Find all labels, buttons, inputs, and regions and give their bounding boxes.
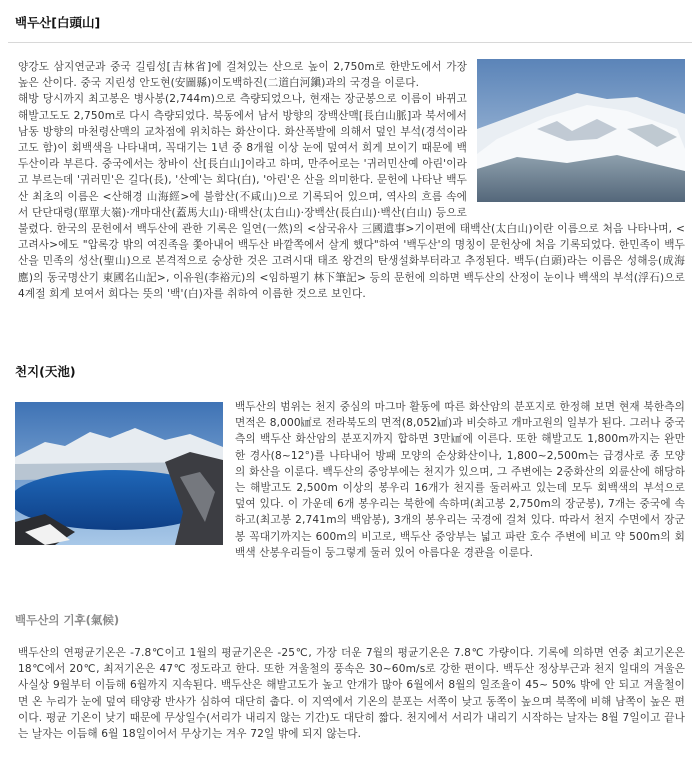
crater-lake-photo	[15, 402, 223, 545]
cheonji-paragraph: 백두산의 범위는 천지 중심의 마그마 활동에 따른 화산암의 분포지로 한정해 보면 현재 북한측의 면적은 8,000㎢로 전라북도의 면적(8,052㎢)과 비슷하고 개마고원의 일부가 된다. 그러나 중국측의 백두산 화산암의 분포지까지 합하면 3만㎢에 이른다. 또한 해발고도 1,800m까지는 완만한 경사(8~12°)를 나타내어 방패 모양의 순상화산이나, 1,800~2,500m는 급경사로 종 모양의 화산을 이룬다. 백두산의 중앙부에는 천지가 있으며, 그 주변에는 2중화산의 외륜산에 해당하는 해발고도 2,500m 이상의 봉우리 16개가 천지를 둘러싸고 있는데 모두 회백색의 부석으로 덮여 있다. 이 가운데 6개 봉우리는 북한에 속하며(최고봉 2,750m의 장군봉), 7개는 중국에 속하고(최고봉 2,741m의 백암봉), 3개의 봉우리는 국경에 걸쳐 있다. 따라서 천지 수면에서 장군봉 꼭대기까지는 600m의 비고로, 백두산 중앙부는 넓고 파란 호수 주변에 비고 약 500m의 회백색 산봉우리들이 둥그렇게 둘러 있어 아름다운 경관을 이룬다.	[235, 401, 685, 559]
section-cheonji	[0, 362, 700, 561]
baekdusan-history-paragraph: 해방 당시까지 최고봉은 병사봉(2,744m)으로 측량되었으나, 현재는 장군봉으로 이름이 바뀌고 해발고도도 2,750m로 다시 측량되었다. 북동에서 남서 방향의 장백산맥[長白山脈]과 북서에서 남동 방향의 마천령산맥의 교차점에 위치하는 화산이다. 화산폭발에 의해서 덮인 부석(경석이라고도 함)이 회백색을 나타내며, 꼭대기는 1년 중 8개월 이상 눈에 덮여서 희게 보이기 때문에 백두산이라 부른다. 중국에서는 창바이 산[長白山]이라고 하며, 만주어로는 '귀러민산예 아린'이라고 부르는데 '귀러민'은 길다(長), '산예'는 희다(白), '아린'은 산을 의미한다. 문헌에 나타난 백두산 최초의 이름은 <산해경 山海經>에 불함산(不咸山)으로 기록되어 있으며, 역사의 흐름 속에서 단단대령(單單大嶺)·개마대산(蓋馬大山)·태백산(太白山)·장백산(長白山)·백산(白山) 등으로 불렸다. 한국의 문헌에서 백두산에 관한 기록은 일연(一然)의 <삼국유사 三國遺事>기이편에 태백산(太白山)이란 이름으로 처음 나타나며, <고려사>에도 "압록강 밖의 여진족을 쫓아내어 백두산 바깥쪽에서 살게 했다"하여 '백두산'의 명칭이 문헌상에 처음 기록되었다. 한민족이 백두산을 민족의 성산(聖山)으로 본격적으로 숭상한 것은 고려시대 태조 왕건의 탄생설화부터라고 추정된다. 백두(白頭)라는 이름은 성해응(成海應)의 동국명산기 東國名山記>, 이유원(李裕元)의 <임하필기 林下筆記> 등의 문헌에 의하면 백두산의 산정이 눈이나 백색의 부석(浮石)으로 4계절 희게 보여서 희다는 뜻의 '백'(白)자를 취하여 이름한 것으로 보인다.	[18, 93, 685, 300]
climate-paragraph: 백두산의 연평균기온은 -7.8℃이고 1월의 평균기온은 -25℃, 가장 더운 7월의 평균기온은 7.8℃ 가량이다. 기록에 의하면 연중 최고기온은 18℃에서 20℃, 최저기온은 47℃ 정도라고 한다. 또한 겨울철의 풍속은 30~60m/s로 강한 편이다. 백두산 정상부근과 천지 일대의 겨울은 사실상 9월부터 이듬해 6월까지 지속된다. 백두산은 해발고도가 높고 안개가 많아 6월에서 8월의 일조율이 45~ 50% 밖에 안 되고 겨울철이면 온 누리가 눈에 덮여 태양광 반사가 심하여 대단히 춥다. 이 지역에서 기온의 분포는 서쪽이 낮고 동쪽이 높으며 북쪽에 비해 남쪽이 높은 편이다. 평균 기온이 낮기 때문에 무상일수(서리가 내리지 않는 기간)도 대단히 짧다. 천지에서 서리가 내리기 시작하는 날자는 8월 7일이고 끝나는 날자는 이듬해 6월 18일이어서 무상기는 겨우 72일 밖에 되지 않는다.	[18, 647, 685, 741]
section-climate	[0, 612, 700, 742]
section-title-cheonji: 천지(天池)	[15, 364, 76, 379]
section-title-baekdusan: 백두산[白頭山]	[15, 15, 101, 30]
mountain-aerial-photo	[477, 59, 685, 202]
section-baekdusan	[0, 0, 700, 302]
section-title-climate: 백두산의 기후(氣候)	[15, 613, 120, 627]
baekdusan-intro-paragraph: 양강도 삼지연군과 중국 길림성[吉林省]에 걸쳐있는 산으로 높이 2,750m로 한반도에서 가장 높은 산이다. 중국 지린성 안도현(安圖縣)이도백하진(二道白河鎭)과의 국경을 이룬다.	[18, 61, 467, 90]
